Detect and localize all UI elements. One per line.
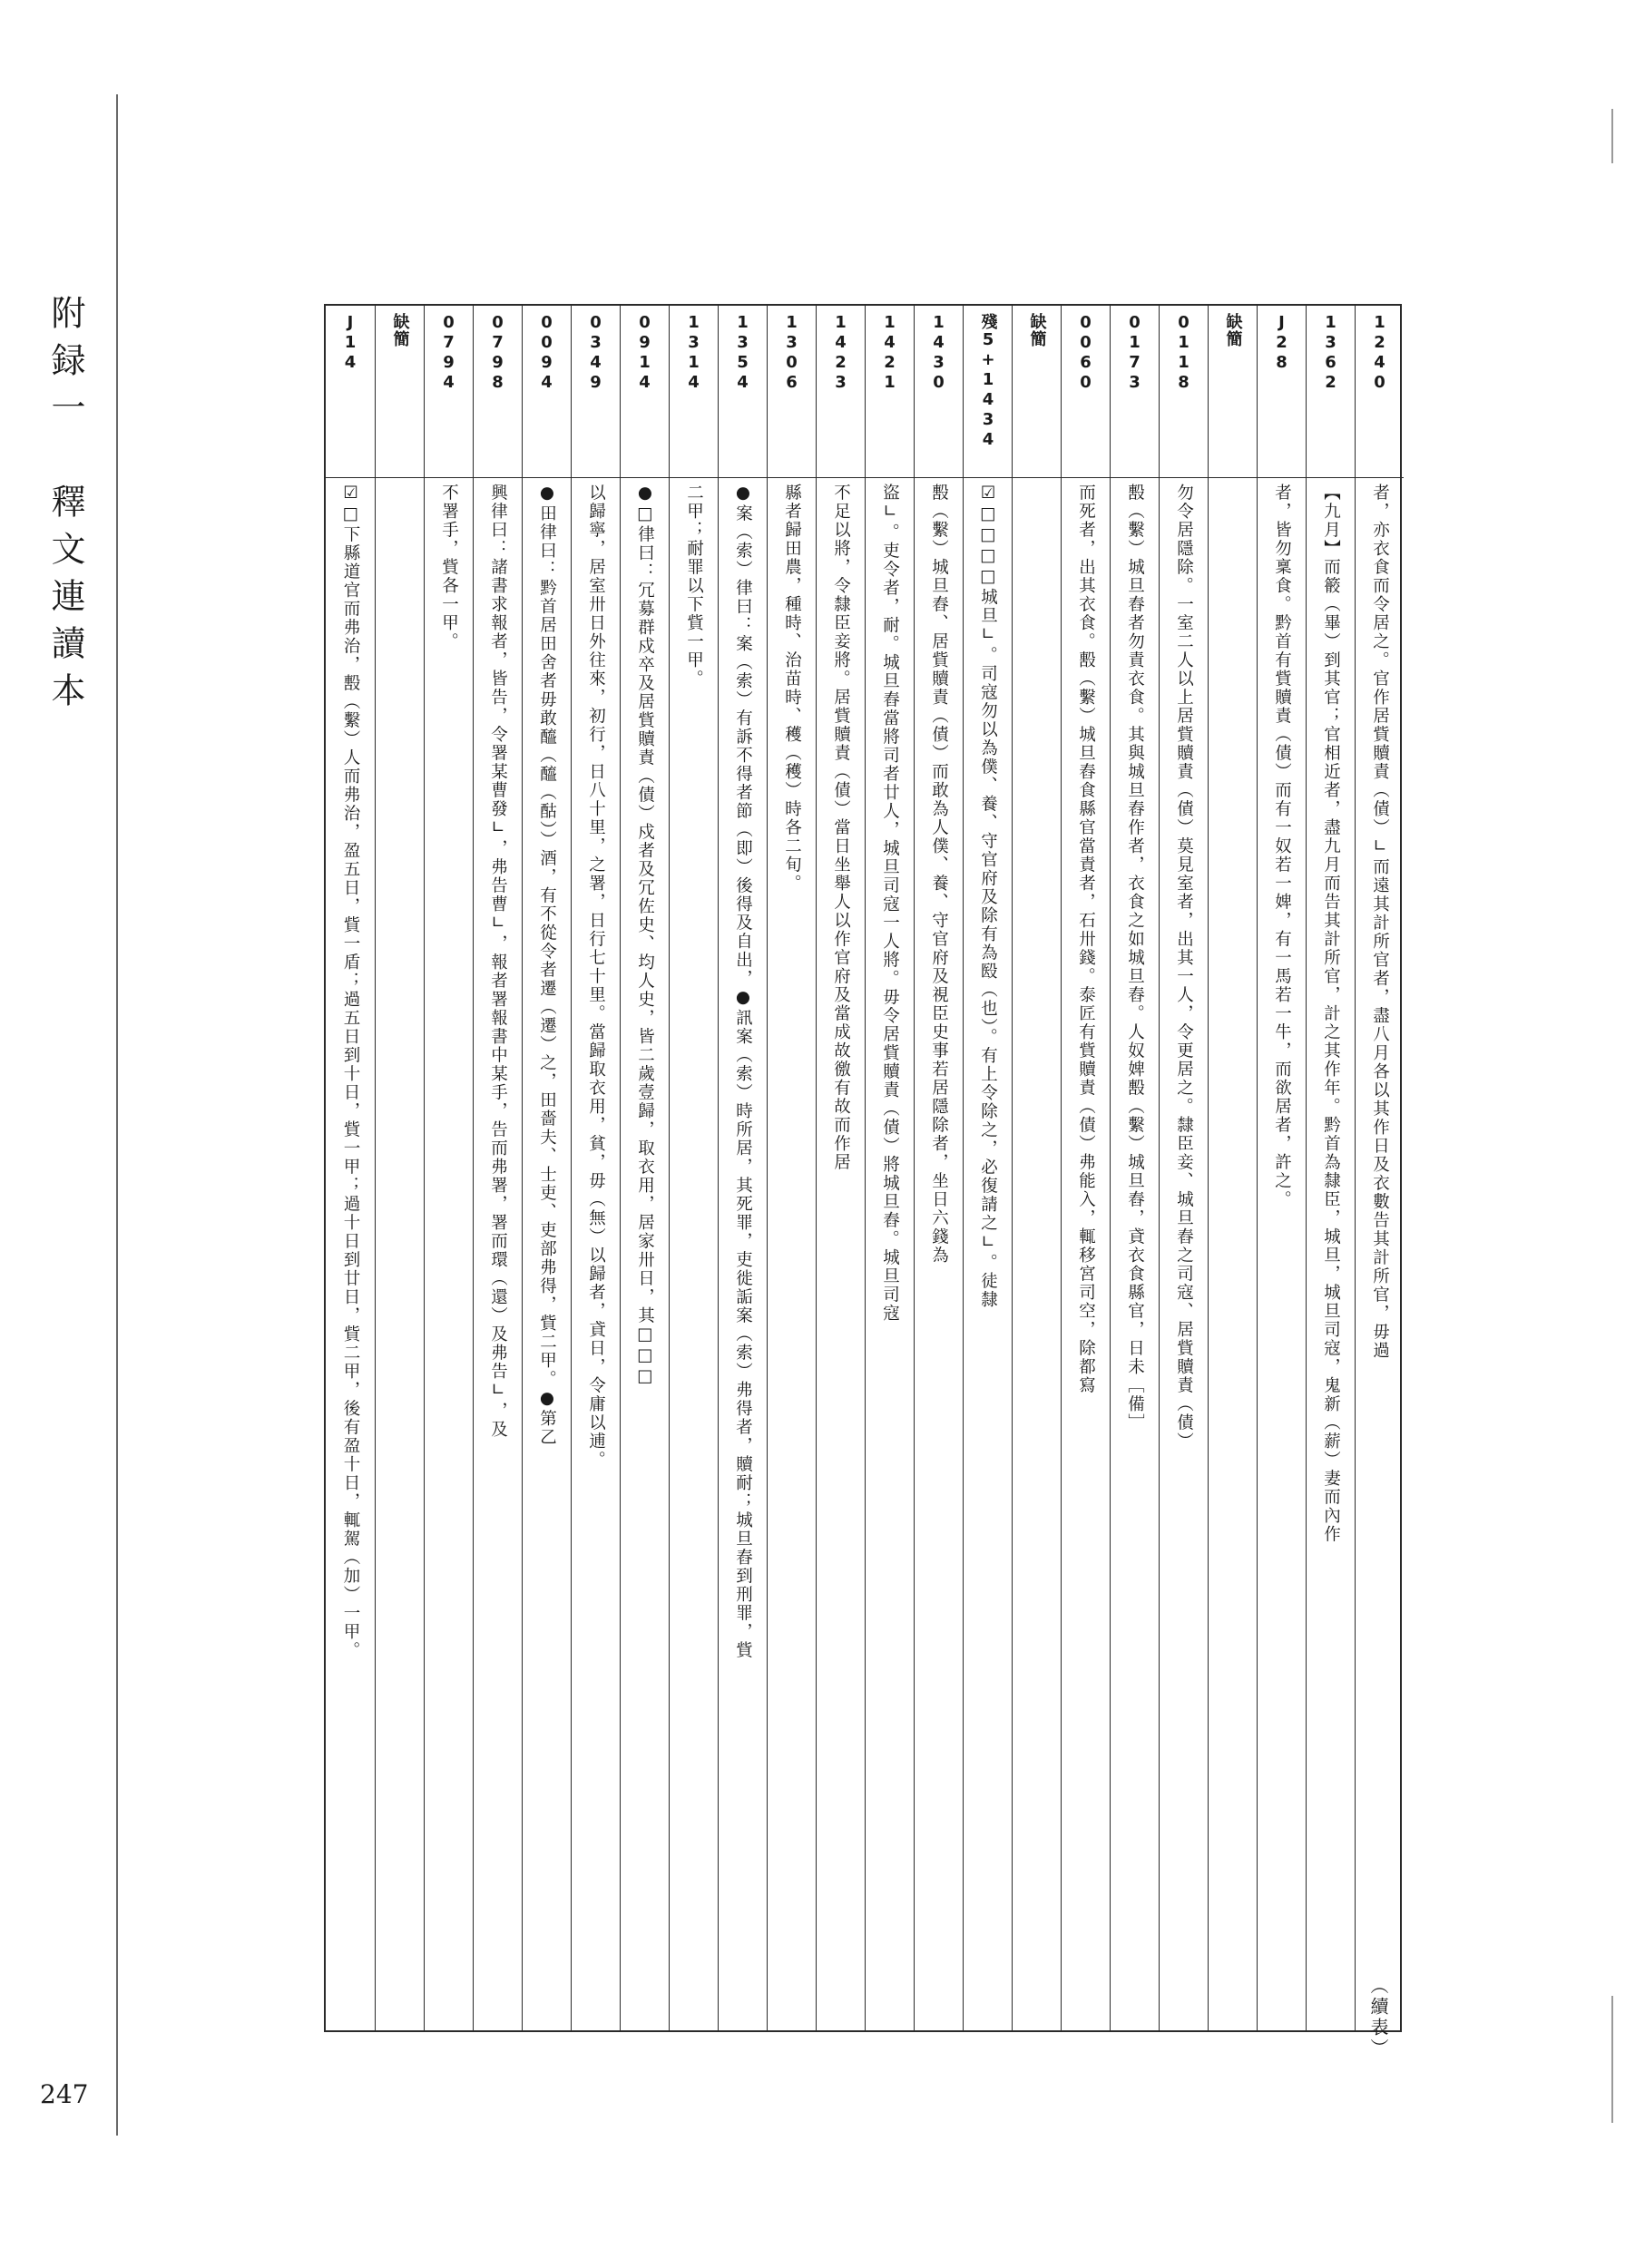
slip-number: 0798 <box>474 306 522 478</box>
slip-number: J28 <box>1258 306 1306 478</box>
slip-number: 0173 <box>1111 306 1159 478</box>
table-row <box>1208 306 1257 2030</box>
slip-number: 1430 <box>915 306 963 478</box>
table-row <box>1012 306 1061 2030</box>
slip-text: 不足以將，令隸臣妾將。居貲贖責（債）當日坐舉人以作官府及當成故徼有故而作居 <box>831 484 851 1172</box>
slip-text: ●案（索）律曰：案（索）有訴不得者節（即）後得及自出，●訊案（索）時所居，其死罪，吏徙詬案（索）弗得者，贖耐；城旦舂到刑罪，貲 <box>733 484 753 1660</box>
slip-text: ☑□□□□城旦∟。司寇勿以為僕、養、守官府及除有為殹（也）。有上令除之，必復請之∟。徒隸 <box>978 484 998 1310</box>
page-edge-mark <box>1611 1996 1613 2123</box>
slip-text: 縣者歸田農，種時、治苗時、穫（穫）時各二旬。 <box>782 484 802 893</box>
table-row <box>816 306 865 2030</box>
slip-number: 1362 <box>1307 306 1355 478</box>
slip-text: 者，亦衣食而令居之。官作居貲贖責（債）∟而遠其計所官者，盡八月各以其作日及衣數告其計所官，毋過 <box>1370 484 1390 1360</box>
table-row <box>865 306 914 2030</box>
slip-text: 而死者，出其衣食。毄（繫）城旦舂食縣官當責者，石卅錢。泰匠有貲贖責（債）弗能入，輒移宮司空，除都寫 <box>1076 484 1096 1395</box>
slip-text: 不署手，貲各一甲。 <box>439 484 459 651</box>
table-row <box>767 306 816 2030</box>
table-row <box>1159 306 1208 2030</box>
slip-number: 1354 <box>719 306 767 478</box>
slip-number: 1421 <box>866 306 914 478</box>
table-row <box>571 306 620 2030</box>
slip-number: J14 <box>326 306 375 478</box>
table-row <box>1061 306 1110 2030</box>
slip-number: 1306 <box>768 306 816 478</box>
table-row <box>522 306 571 2030</box>
slip-text: 興律曰：諸書求報者，皆告，令署某曹發∟，弗告曹∟，報者署報書中某手，告而弗署，署而環（還）及弗告∟，及 <box>488 484 508 1439</box>
slip-number: 1314 <box>670 306 718 478</box>
slip-number: 1423 <box>817 306 865 478</box>
slip-number: 0060 <box>1062 306 1110 478</box>
slip-number: 殘5+1434 <box>964 306 1012 478</box>
table-row <box>669 306 718 2030</box>
table-row <box>963 306 1012 2030</box>
slip-text: 以歸寧，居室卅日外往來，初行，日八十里，之署，日行七十里。當歸取衣用，貧，毋（無）以歸者，貣日，令庸以逋。 <box>586 484 606 1470</box>
table-row <box>375 306 424 2030</box>
table-row <box>424 306 473 2030</box>
slip-number: 0794 <box>425 306 473 478</box>
margin-rule <box>116 94 118 2136</box>
slip-text: ●□律曰：冗募群戍卒及居貲贖責（債）戍者及冗佐史、均人史，皆二歲壹歸，取衣用，居家卅日，其□□□ <box>635 484 655 1388</box>
continued-label: （續表） <box>1367 1976 1389 2059</box>
table-row <box>620 306 669 2030</box>
slip-text: 【九月】而䉰（畢）到其官；官相近者，盡九月而告其計所官，計之其作年。黔首為隸臣，城旦，城旦司寇，鬼新（薪）妻而內作 <box>1321 484 1341 1544</box>
slip-text: 者，皆勿稟食。黔首有貲贖責（債）而有一奴若一婢，有一馬若一牛，而欲居者，許之。 <box>1272 484 1292 1209</box>
slip-text: 二甲；耐罪以下貲一甲。 <box>684 484 704 689</box>
slip-text: ☑□下縣道官而弗治，毄（繫）人而弗治，盈五日，貲一盾；過五日到十日，貲一甲；過十日到廿日，貲二甲，後有盈十日，輒駕（加）一甲。 <box>341 484 360 1660</box>
slip-text: 盜∟。吏令者，耐。城旦舂當將司者廿人，城旦司寇一人將。毋令居貲贖責（債）將城旦舂。城旦司寇 <box>880 484 900 1323</box>
slip-number: 0094 <box>523 306 571 478</box>
page-edge-mark <box>1611 109 1613 163</box>
slip-text: 勿令居隱除。一室二人以上居貲贖責（債）莫見室者，出其一人，令更居之。隸臣妾、城旦舂之司寇、居貲贖責（債） <box>1174 484 1194 1451</box>
slip-number: 0118 <box>1160 306 1208 478</box>
page-number: 247 <box>40 2079 89 2109</box>
slip-number: 缺簡 <box>1013 306 1061 478</box>
table-row <box>473 306 522 2030</box>
table-row <box>326 306 375 2030</box>
table-row <box>1306 306 1355 2030</box>
table-row <box>1257 306 1306 2030</box>
slip-text: 毄（繫）城旦舂、居貲贖責（債）而敢為人僕、養、守官府及視臣史事若居隱除者，坐日六錢為 <box>929 484 949 1265</box>
slip-number: 0349 <box>572 306 620 478</box>
slip-text <box>1209 484 1257 2030</box>
transcription-table <box>324 304 1402 2032</box>
slip-number: 缺簡 <box>376 306 424 478</box>
table-row <box>718 306 767 2030</box>
slip-text: ●田律曰：黔首居田舍者毋敢醯（醯（酤））酒，有不從令者遷（遷）之，田嗇夫、士吏、吏部弗得，貲二甲。●第乙 <box>537 484 557 1447</box>
slip-number: 0914 <box>621 306 669 478</box>
slip-text <box>376 484 424 2030</box>
slip-number: 1240 <box>1356 306 1404 478</box>
slip-text: 毄（繫）城旦舂者勿責衣食。其與城旦舂作者，衣食之如城旦舂。人奴婢毄（繫）城旦舂，貣衣食縣官，日未［備］ <box>1125 484 1145 1432</box>
slip-text <box>1013 484 1061 2030</box>
table-row <box>1110 306 1159 2030</box>
slip-number: 缺簡 <box>1209 306 1257 478</box>
running-title: 附録一 釋文連讀本 <box>45 295 85 719</box>
table-row <box>1355 306 1404 2030</box>
table-row <box>914 306 963 2030</box>
